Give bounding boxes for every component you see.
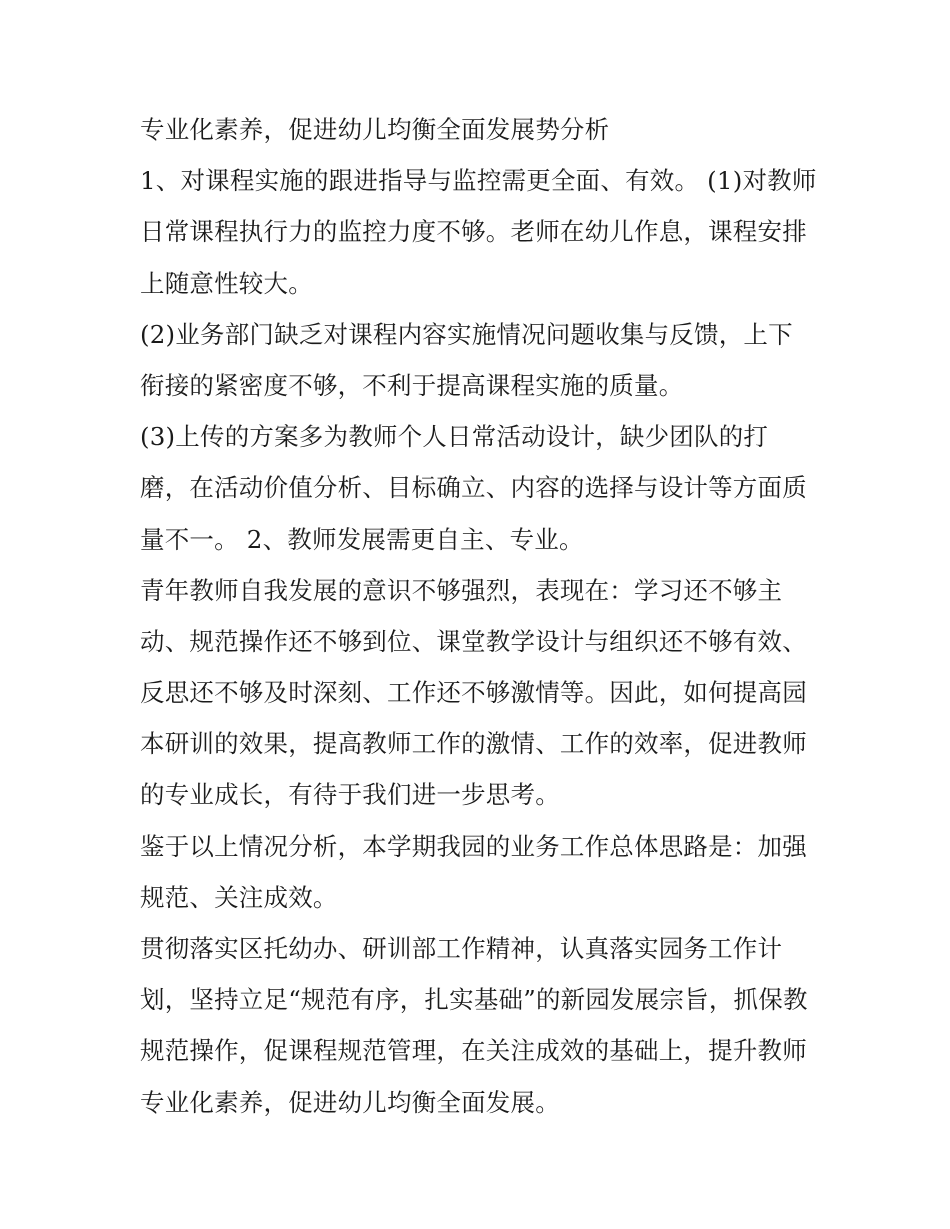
text-line: 上随意性较大。 <box>140 268 313 298</box>
text-line: 专业化素养，促进幼儿均衡全面发展势分析 <box>140 115 610 144</box>
text-line: (3)上传的方案多为教师个人日常活动设计，缺少团队的打 <box>140 422 769 452</box>
text-line: 青年教师自我发展的意识不够强烈，表现在：学习还不够主 <box>140 575 783 605</box>
text-line: 量不一。 2、教师发展需更自主、专业。 <box>140 524 584 554</box>
text-line: 磨，在活动价值分析、目标确立、内容的选择与设计等方面质 <box>140 473 807 503</box>
text-line: 规范操作，促课程规范管理，在关注成效的基础上，提升教师 <box>140 1036 807 1066</box>
text-line: 的专业成长，有待于我们进一步思考。 <box>140 780 560 810</box>
text-line: 鉴于以上情况分析，本学期我园的业务工作总体思路是：加强 <box>140 831 807 861</box>
text-line: 专业化素养，促进幼儿均衡全面发展。 <box>140 1087 560 1117</box>
text-line: 贯彻落实区托幼办、研训部工作精神，认真落实园务工作计 <box>140 934 783 963</box>
document-body <box>140 111 820 1135</box>
text-line: 日常课程执行力的监控力度不够。老师在幼儿作息，课程安排 <box>140 217 807 247</box>
text-line: 衔接的紧密度不够，不利于提高课程实施的质量。 <box>140 370 684 400</box>
text-line: (2)业务部门缺乏对课程内容实施情况问题收集与反馈，上下 <box>140 319 793 349</box>
text-line: 反思还不够及时深刻、工作还不够激情等。因此，如何提高园 <box>140 678 807 708</box>
text-line: 1、对课程实施的跟进指导与监控需更全面、有效。 (1)对教师 <box>140 166 817 196</box>
text-line: 划，坚持立足“规范有序，扎实基础”的新园发展宗旨，抓保教 <box>140 985 808 1015</box>
text-line: 规范、关注成效。 <box>140 882 338 912</box>
text-line: 动、规范操作还不够到位、课堂教学设计与组织还不够有效、 <box>140 626 807 656</box>
text-line: 本研训的效果，提高教师工作的激情、工作的效率，促进教师 <box>140 729 807 759</box>
